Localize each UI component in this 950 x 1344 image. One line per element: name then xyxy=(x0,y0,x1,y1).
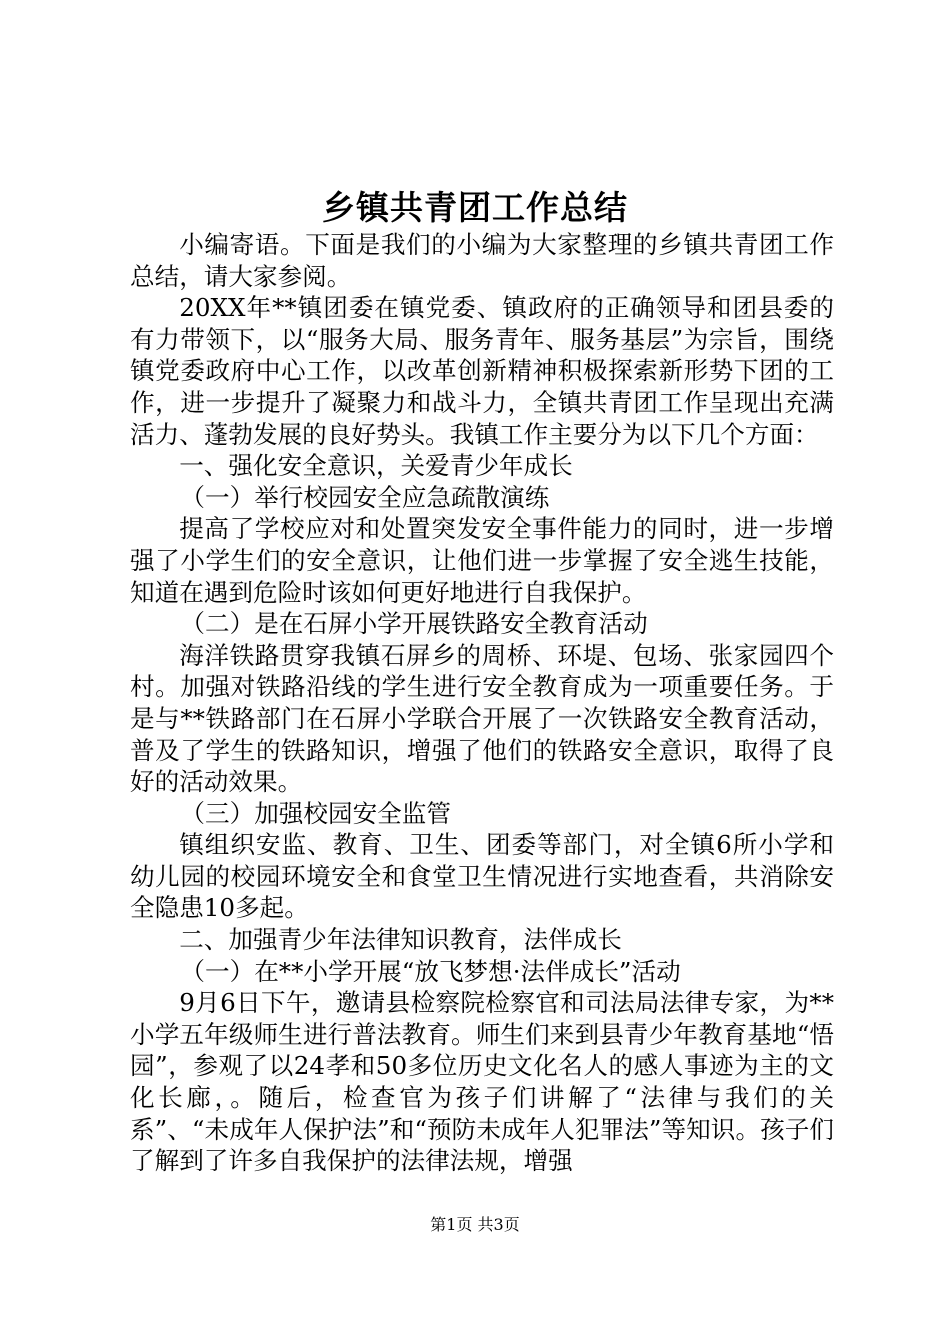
paragraph-2-1: 9月6日下午，邀请县检察院检察官和司法局法律专家，为**小学五年级师生进行普法教育。师生们来到县青少年教育基地“悟园”，参观了以24孝和50多位历史文化名人的感人事迹为主的文化长廊，。随后，检查官为孩子们讲解了“法律与我们的关系”、“未成年人保护法”和“预防未成年人犯罪法”等知识。孩子们了解到了许多自我保护的法律法规，增强 xyxy=(130,988,834,1176)
heading-section-2: 二、加强青少年法律知识教育，法伴成长 xyxy=(179,925,622,955)
document-title: 乡镇共青团工作总结 xyxy=(322,188,628,227)
subheading-1-2: （二）是在石屏小学开展铁路安全教育活动 xyxy=(180,609,648,639)
paragraph-1-2: 海洋铁路贯穿我镇石屏乡的周桥、环堤、包场、张家园四个村。加强对铁路沿线的学生进行安全教育成为一项重要任务。于是与**铁路部门在石屏小学联合开展了一次铁路安全教育活动，普及了学生的铁路知识，增强了他们的铁路安全意识，取得了良好的活动效果。 xyxy=(130,640,834,797)
paragraph-intro: 小编寄语。下面是我们的小编为大家整理的乡镇共青团工作总结，请大家参阅。 xyxy=(130,230,834,291)
page-number: 第1页 共3页 xyxy=(430,1215,520,1234)
paragraph-1-1: 提高了学校应对和处置突发安全事件能力的同时，进一步增强了小学生们的安全意识，让他们进一步掌握了安全逃生技能，知道在遇到危险时该如何更好地进行自我保护。 xyxy=(130,514,834,607)
subheading-2-1: （一）在**小学开展“放飞梦想·法伴成长”活动 xyxy=(180,956,681,986)
heading-section-1: 一、强化安全意识，关爱青少年成长 xyxy=(179,451,573,481)
paragraph-overview: 20XX年**镇团委在镇党委、镇政府的正确领导和团县委的有力带领下，以“服务大局、服务青年、服务基层”为宗旨，围绕镇党委政府中心工作，以改革创新精神积极探索新形势下团的工作，进一步提升了凝聚力和战斗力，全镇共青团工作呈现出充满活力、蓬勃发展的良好势头。我镇工作主要分为以下几个方面： xyxy=(130,293,834,449)
paragraph-1-3: 镇组织安监、教育、卫生、团委等部门，对全镇6所小学和幼儿园的校园环境安全和食堂卫生情况进行实地查看，共消除安全隐患10多起。 xyxy=(130,830,834,923)
document-body xyxy=(130,229,834,1177)
subheading-1-1: （一）举行校园安全应急疏散演练 xyxy=(180,482,550,512)
subheading-1-3: （三）加强校园安全监管 xyxy=(180,798,451,828)
